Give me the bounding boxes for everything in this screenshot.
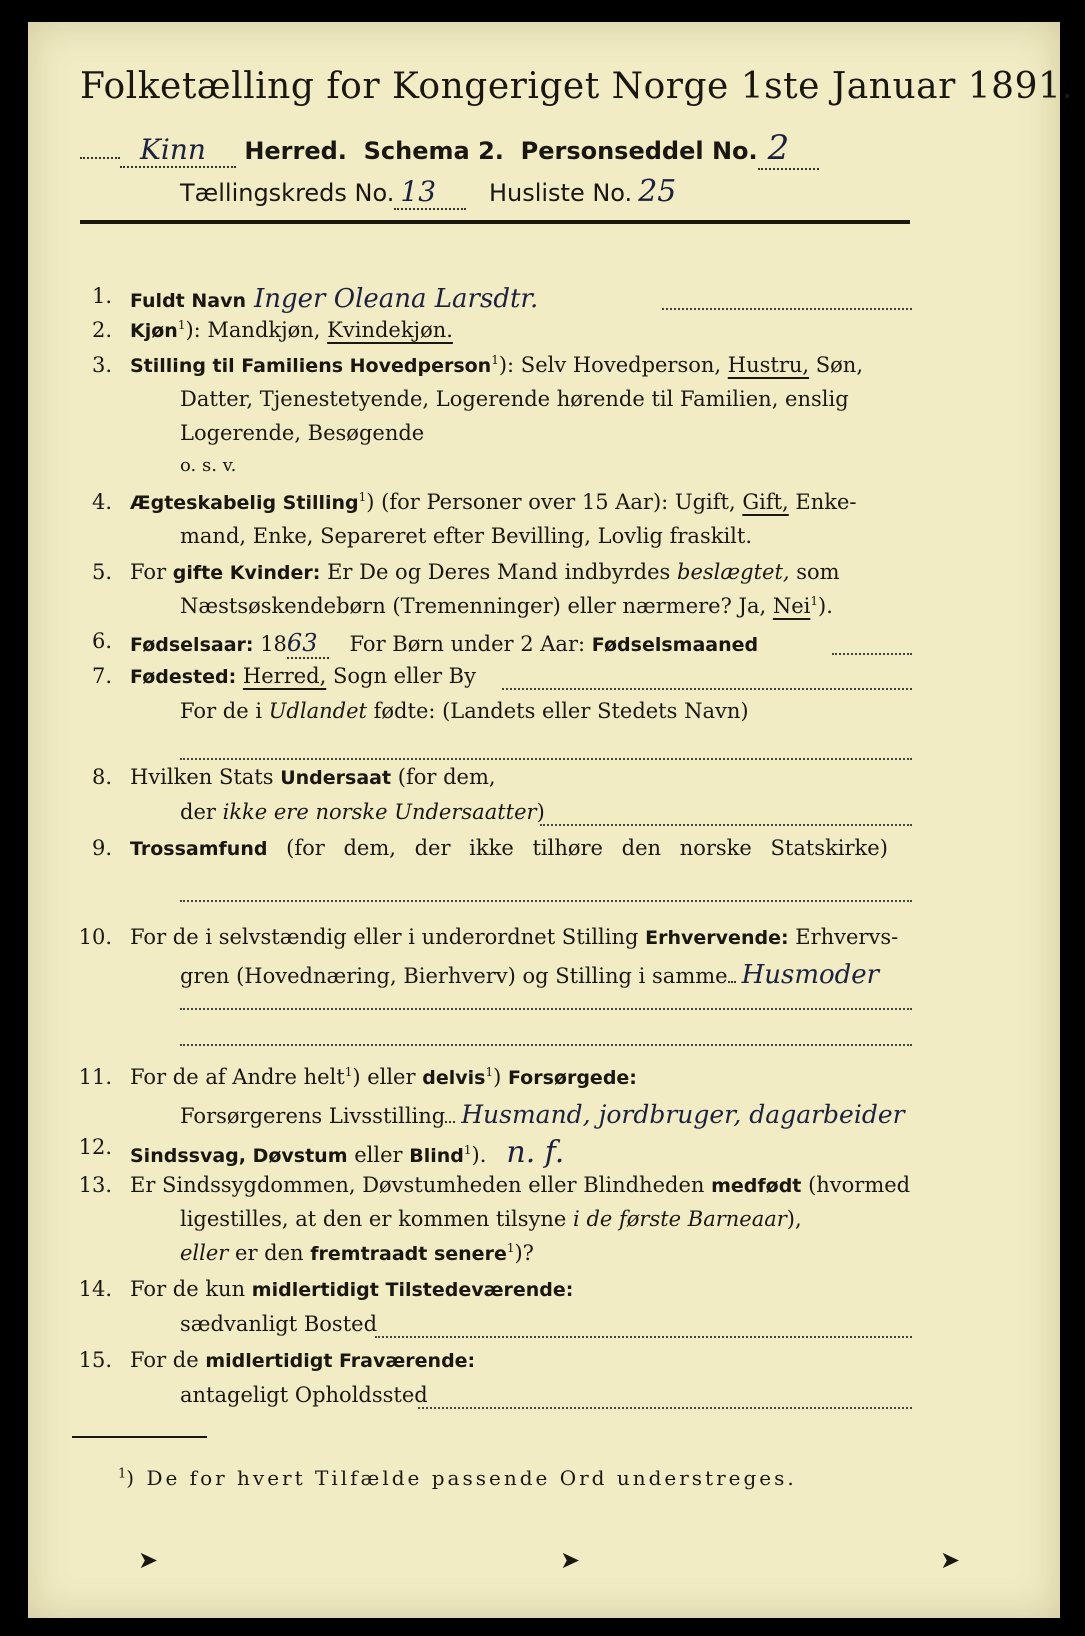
schema-label: Schema 2.: [363, 137, 504, 165]
husliste-label: Husliste No.: [488, 179, 633, 207]
herred-label: Herred.: [244, 137, 347, 165]
header-line-kreds: [180, 174, 686, 209]
registration-mark-right: ➤: [940, 1546, 961, 1574]
question-5-line2: Næstsøskendebørn (Tremenninger) eller nærmere? Ja, Nei$^1$).: [180, 594, 833, 618]
question-10-line2: gren (Hovednæring, Bierhverv) og Stilling i samme Husmoder: [180, 960, 880, 990]
question-4-line2: mand, Enke, Separeret efter Bevilling, Lovlig fraskilt.: [180, 524, 753, 548]
value-sindssvag: n. f.: [506, 1135, 565, 1170]
question-3-line3: Logerende, Besøgende: [180, 421, 425, 445]
selected-gift: Gift,: [742, 490, 789, 514]
value-provider: Husmand, jordbruger, dagarbeider: [461, 1100, 905, 1129]
selected-kvindekjon: Kvindekjøn.: [327, 318, 453, 342]
question-13-line2: ligestilles, at den er kommen tilsyne i de første Barneaar),: [180, 1207, 802, 1231]
selected-nei: Nei: [772, 594, 811, 618]
selected-hustru: Hustru,: [727, 353, 810, 377]
question-3-line2: Datter, Tjenestetyende, Logerende hørende til Familien, enslig: [180, 387, 849, 411]
question-14-line2: sædvanligt Bosted: [180, 1312, 912, 1336]
tellingskreds-value: 13: [394, 175, 466, 210]
personseddel-value: 2: [758, 128, 820, 170]
selected-herred: Herred,: [242, 664, 327, 688]
answer-line-9: [180, 900, 912, 902]
registration-mark-left: ➤: [138, 1546, 159, 1574]
question-3-line4: o. s. v.: [180, 455, 237, 476]
tellingskreds-label: Tællingskreds No.: [180, 179, 395, 207]
registration-mark-center: ➤: [560, 1546, 581, 1574]
value-name: Inger Oleana Larsdtr.: [254, 284, 539, 314]
personseddel-label: Personseddel No.: [520, 137, 758, 165]
question-15-line2: antageligt Opholdssted: [180, 1383, 912, 1407]
footnote-rule: [72, 1436, 207, 1438]
header-line-herred: [80, 128, 819, 168]
question-7-line2: For de i Udlandet fødte: (Landets eller Stedets Navn): [180, 699, 749, 723]
value-birthyear: 63: [287, 629, 330, 659]
question-11-line2: Forsørgerens Livsstilling Husmand, jordbruger, dagarbeider: [180, 1100, 905, 1129]
footnote: $^1$) De for hvert Tilfælde passende Ord understreges.: [118, 1466, 797, 1490]
form-title: Folketælling for Kongeriget Norge 1ste Januar 1891.: [80, 66, 1074, 107]
header-rule: [80, 220, 910, 224]
question-13-line3: eller er den fremtraadt senere$^1$)?: [180, 1241, 534, 1265]
husliste-value: 25: [638, 174, 677, 209]
value-occupation: Husmoder: [741, 960, 880, 990]
answer-line-7: [180, 758, 912, 760]
answer-line-10b: [180, 1044, 912, 1046]
label-fuldt-navn: Fuldt Navn: [130, 290, 247, 312]
herred-value: Kinn: [120, 133, 236, 168]
answer-line-10a: [180, 1008, 912, 1010]
question-8-line2: der ikke ere norske Undersaatter): [180, 800, 912, 824]
